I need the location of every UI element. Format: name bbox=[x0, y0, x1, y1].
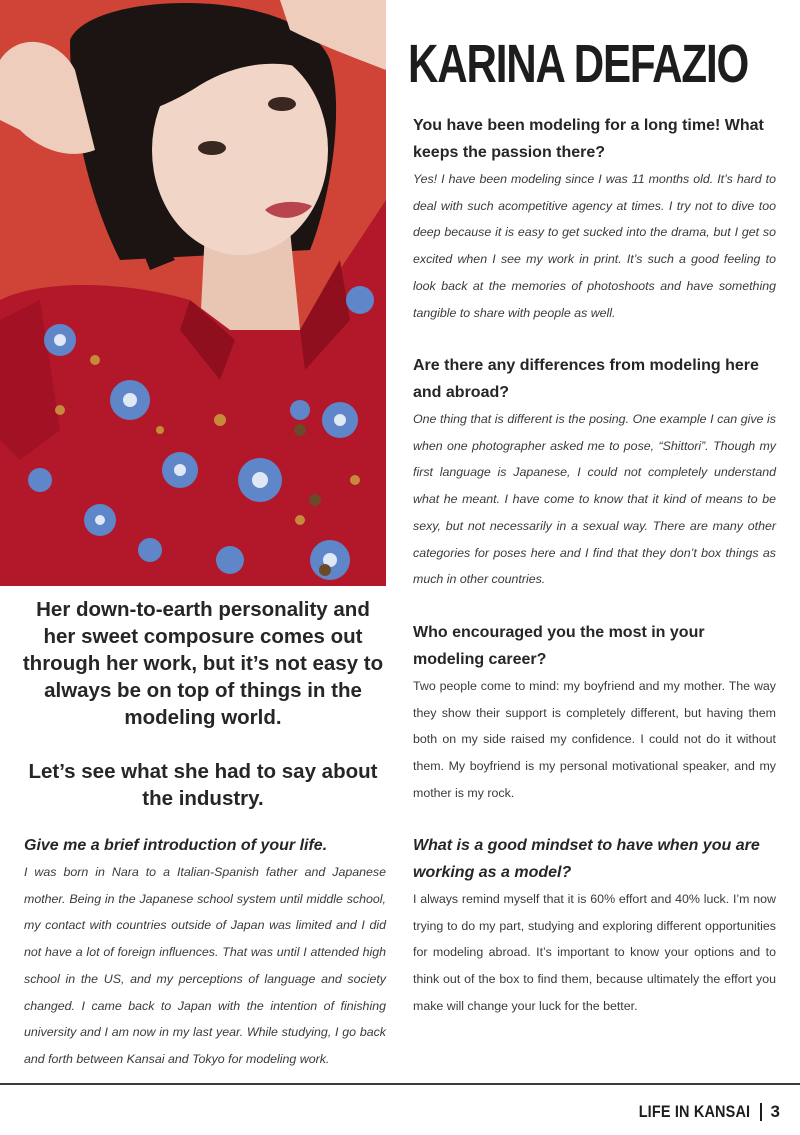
answer-text: Yes! I have been modeling since I was 11 months old. It’s hard to deal with such acompetitive agency at times. I try not to dive too deep because it is easy to get sucked into the drama, but I get so excited when I see my work in print. It’s such a good feeling to look back at the memories of photoshoots and have something tangible to share with people as well. bbox=[413, 172, 776, 320]
magazine-name: LIFE IN KANSAI bbox=[638, 1102, 751, 1121]
portrait-illustration bbox=[0, 0, 386, 586]
answer-text: One thing that is different is the posing. One example I can give is when one photographer asked me to pose, “Shittori”. Though my first language is Japanese, I could not completely understand what he meant. I have come to know that it kind of means to be sexy, but not necessarily in a sexual way. There are many other categories for poses here and I find that they don’t box things as much in other countries. bbox=[413, 412, 776, 587]
portrait-photo bbox=[0, 0, 386, 586]
pull-quote-line: Let’s see what she had to say about the industry. bbox=[28, 760, 378, 810]
page-footer bbox=[619, 1099, 780, 1125]
answer-text: I was born in Nara to a Italian-Spanish father and Japanese mother. Being in the Japanese school system until middle school, my contact with countries outside of Japan was limited and I did not have a lot of foreign influences. That was until I attended high school in the US, and my perceptions of language and society changed. I came back to Japan with the intention of finishing university and I am now in my last year. While studying, I go back and forth between Kansai and Tokyo for modeling work. bbox=[24, 865, 386, 1066]
page-title: KARINA DEFAZIO bbox=[408, 34, 749, 94]
pull-quote-line: Her down-to-earth personality and her sweet composure comes out through her work, but it’s not easy to always be on top of things in the modeling world. bbox=[22, 598, 384, 729]
answer-text: Two people come to mind: my boyfriend and my mother. The way they show their support is completely different, but having them both on my side raised my confidence. I could not do it without them. My boyfriend is my personal motivational speaker, and my mother is my rock. bbox=[413, 679, 776, 800]
qa-introduction bbox=[24, 832, 386, 1073]
qa-differences bbox=[413, 352, 776, 593]
question-heading: You have been modeling for a long time! What keeps the passion there? bbox=[413, 117, 764, 161]
answer-text: I always remind myself that it is 60% effort and 40% luck. I’m now trying to do my part, studying and exploring different opportunities for modeling abroad. It’s important to know your options and to think out of the box to find them, because ultimately the effort you make will change your luck for the better. bbox=[413, 892, 776, 1013]
question-heading: Give me a brief introduction of your life. bbox=[24, 837, 328, 854]
qa-mindset bbox=[413, 832, 776, 1020]
question-heading: What is a good mindset to have when you are working as a model? bbox=[413, 837, 760, 881]
footer-separator bbox=[760, 1103, 762, 1121]
question-heading: Who encouraged you the most in your modeling career? bbox=[413, 624, 705, 668]
question-heading: Are there any differences from modeling here and abroad? bbox=[413, 357, 759, 401]
footer-divider bbox=[0, 1083, 800, 1085]
qa-encouragement bbox=[413, 619, 776, 807]
qa-passion bbox=[413, 112, 776, 326]
pull-quote bbox=[18, 596, 388, 812]
page-number: 3 bbox=[770, 1102, 780, 1121]
